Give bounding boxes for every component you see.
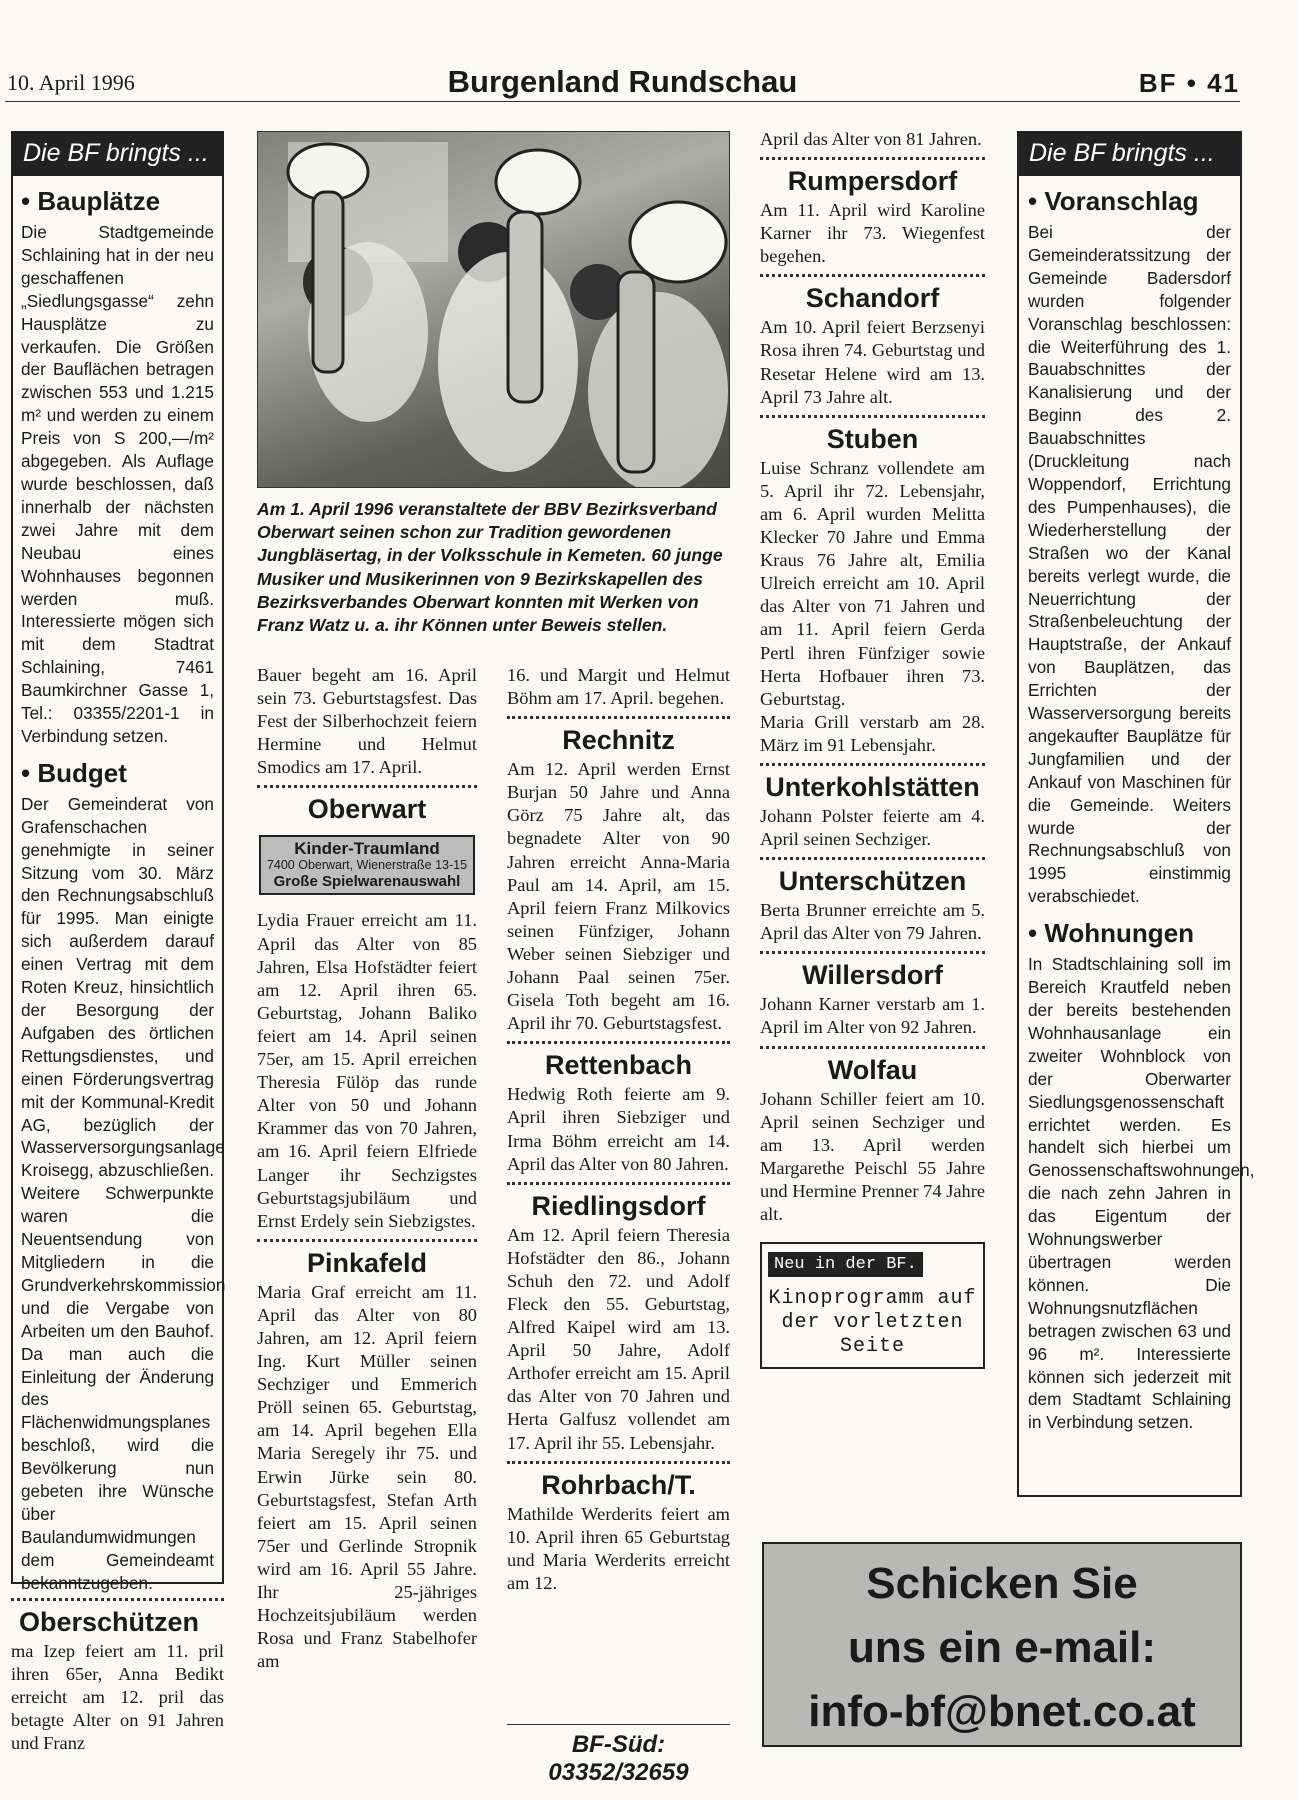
kinder-traumland-ad — [259, 835, 475, 895]
page-number: BF • 41 — [1138, 68, 1240, 98]
column-4 — [760, 128, 985, 1369]
section-heading-rumpersdorf: Rumpersdorf — [787, 166, 958, 197]
section-text: Lydia Frauer erreicht am 11. April das Alter von 85 Jahren, Elsa Hofstädter feiert am 12. April ihren 65. Geburtstag, Johann Baliko feiert am 14. April seinen 75er, am 15. April erreichen Theresia Fülöp das runde Alter von 50 und Johann Krammer das von 70 Jahren, am 16. April feiern Elfriede Langer ihr Sechzigstes Geburtstagsjubiläum und Ernst Erdely sein Siebzigstes. — [257, 910, 477, 1231]
photo-illustration — [258, 132, 730, 488]
section-text: Am 10. April feiert Berzsenyi Rosa ihren 74. Geburtstag und Resetar Helene wird am 13. April 73 Jahre alt. — [760, 317, 985, 407]
section-text: Am 12. April feiern Theresia Hofstädter den 86., Johann Schuh den 72. und Adolf Fleck den 55. Geburtstag, Alfred Kaipel wird am 13. April 50 Jahre, Adolf Arthofer erreicht am 15. April das Alter von 70 Jahren und Herta Galfusz vollendet am 17. April ihr 55. Lebensjahr. — [507, 1224, 730, 1453]
box-title: Die BF bringts ... — [1019, 133, 1240, 176]
section-heading: • Bauplätze — [21, 186, 161, 216]
section-heading: • Voranschlag — [1028, 186, 1199, 216]
section-heading-rettenbach: Rettenbach — [544, 1050, 693, 1081]
section-text: Die Stadtgemeinde Schlaining hat in der neu geschaffenen „Siedlungsgasse“ zehn Hausplätze zu verkaufen. Die Größen der Bauflächen betragen zwischen 553 und 1.215 m² und werden zu einem Preis von S 200,—/m² abgegeben. Als Auflage wurde beschlossen, daß innerhalb der nächsten zwei Jahre mit dem Neubau eines Wohnhauses begonnen werden muß. Interessierte mögen sich mit dem Stadtrat Schlaining, 7461 Baumkirchner Gasse 1, Tel.: 03355/2201-1 in Verbindung setzen. — [21, 222, 214, 746]
photo-caption: Am 1. April 1996 veranstaltete der BBV Bezirksverband Oberwart seinen schon zur Tradition gewordenen Jungbläsertag, in der Volksschule in Kemeten. 60 junge Musiker und Musikerinnen von 9 Bezirkskapellen des Bezirksverbandes Oberwart konnten mit Werken von Franz Watz u. a. ihr Können unter Beweis stellen. — [257, 499, 723, 636]
section-text: Johann Polster feierte am 4. April seinen Sechziger. — [760, 805, 985, 850]
section-text: ma Izep feiert am 11. pril ihren 65er, Anna Bedikt erreicht am 12. pril das betagte Alter on 91 Jahren und Franz — [11, 1641, 224, 1754]
divider — [257, 1239, 477, 1242]
divider — [760, 763, 985, 766]
newspaper-title: Burgenland Rundschau — [447, 64, 798, 99]
divider — [760, 415, 985, 418]
section-heading-oberwart: Oberwart — [307, 794, 427, 825]
divider — [507, 1461, 730, 1464]
section-text: Berta Brunner erreichte am 5. April das Alter von 79 Jahren. — [760, 900, 985, 944]
section-heading-rohrbach: Rohrbach/T. — [541, 1469, 696, 1500]
email-ad-line2: uns ein e-mail: — [847, 1623, 1157, 1672]
divider — [507, 716, 730, 719]
section-heading-unterkohlstaetten: Unterkohlstätten — [765, 771, 980, 802]
section-text: Maria Graf erreicht am 11. April das Alter von 80 Jahren, am 12. April feiern Ing. Kurt Müller seinen Sechziger und Emmerich Pröll seinen 65. Geburtstag, am 14. April begehen Ella Maria Seregely ihr 75. und Erwin Jürke sein 80. Geburtstagsfest, Stefan Arth feiert am 15. April seinen 75er und Gerlinde Stropnik wird am 16. April 55 Jahre. Ihr 25-jähriges Hochzeitsjubiläum werden Rosa und Franz Stabelhofer am — [257, 1281, 477, 1672]
divider — [507, 1182, 730, 1185]
section-text: Mathilde Werderits feiert am 10. April ihren 65 Geburtstag und Maria Werderits erreicht am 12. — [507, 1503, 730, 1593]
divider — [257, 785, 477, 788]
section-heading-wolfau: Wolfau — [827, 1054, 918, 1085]
continued-text: April das Alter von 81 Jahren. — [760, 129, 982, 149]
section-text: Luise Schranz vollendete am 5. April ihr 72. Lebensjahr, am 6. April wurden Melitta Klecker 70 Jahre und Emma Kraus 76 Jahre alt, Emilia Ulreich erreicht am 10. April das Alter von 71 Jahren und am 11. April feiern Gerda Pertl ihren Fünfziger sowie Herta Hofbauer ihren 73. Geburtstag. — [760, 457, 985, 709]
section-text: Johann Schiller feiert am 10. April seinen Sechziger und am 13. April werden Margarethe Peischl 55 Jahre und Hermine Prenner 74 Jahre alt. — [760, 1088, 985, 1224]
kino-notice-box — [760, 1242, 985, 1369]
divider — [760, 274, 985, 277]
photo-young-brass-players — [257, 131, 730, 488]
section-heading: Oberschützen — [19, 1607, 200, 1637]
continued-text: Bauer begeht am 16. April sein 73. Geburtstagsfest. Das Fest der Silberhochzeit feiern Hermine und Helmut Smodics am 17. April. — [257, 665, 477, 778]
oberschuetzen-section — [11, 1592, 224, 1755]
divider — [760, 157, 985, 160]
right-info-box — [1017, 131, 1255, 1497]
section-text: Maria Grill verstarb am 28. März im 91 Lebensjahr. — [760, 711, 985, 755]
ad-address: 7400 Oberwart, Wienerstraße 13-15 — [266, 858, 468, 873]
section-text: Am 12. April werden Ernst Burjan 50 Jahre und Anna Görz 75 Jahre alt, das begnadete Alter von 90 Jahren erreicht Anna-Maria Paul am 14. April, am 15. April feiern Franz Milkovics seinen Fünfziger, Johann Weber seinen Siebziger und Johann Paal seinen 75er. Gisela Toth begeht am 16. April ihr 70. Geburtstagsfest. — [507, 759, 730, 1034]
kino-notice-text: Kinoprogramm auf der vorletzten Seite — [768, 1287, 977, 1359]
column-3 — [507, 664, 730, 1595]
section-heading-unterschuetzen: Unterschützen — [778, 866, 967, 897]
section-heading-riedlingsdorf: Riedlingsdorf — [531, 1190, 706, 1221]
section-text: Am 11. April wird Karoline Karner ihr 73. Wiegenfest begehen. — [760, 200, 985, 267]
section-heading-stuben: Stuben — [826, 423, 919, 454]
box-title: Die BF bringts ... — [13, 133, 222, 176]
ad-name: Kinder-Traumland — [294, 839, 440, 859]
section-text: Der Gemeinderat von Grafenschachen genehmigte in seiner Sitzung vom 30. März den Rechnungsabschluß für 1995. Man einigte sich außerdem darauf einen Vertrag mit dem Roten Kreuz, hinsichtlich der Besorgung der Aufgaben des örtlichen Rettungsdienstes, und einen Förderungsvertrag mit der Kommunal-Kredit AG, bezüglich der Wasserversorgungsanlage Kroisegg, abzuschließen. Weitere Schwerpunkte waren die Neuentsendung von Mitgliedern in die Grundverkehrskommission und die Vergabe von Arbeiten um den Bauhof. Da man auch die Einleitung der Änderung des Flächenwidmungsplanes beschloß, wird die Bevölkerung nun gebeten ihre Wünsche über Baulandumwidmungen dem Gemeindeamt bekanntzugeben. — [21, 793, 226, 1593]
section-text: Johann Karner verstarb am 1. April im Alter von 92 Jahren. — [760, 994, 985, 1038]
ad-slogan: Große Spielwarenauswahl — [273, 873, 461, 891]
divider — [760, 1046, 985, 1049]
email-ad-line1: Schicken Sie — [866, 1559, 1138, 1608]
section-heading: • Wohnungen — [1028, 918, 1195, 949]
divider — [760, 951, 985, 954]
section-heading-pinkafeld: Pinkafeld — [306, 1247, 428, 1278]
section-heading-willersdorf: Willersdorf — [802, 960, 943, 991]
section-text: In Stadtschlaining soll im Bereich Krautfeld neben der bereits bestehenden Wohnhausanlage ein zweiter Wohnblock von der Oberwarter Siedlungsgenossenschaft errichtet werden. Es handelt sich hierbei um Genossenschaftswohnungen, die nach zehn Jahren in das Eigentum der Wohnungswerber übertragen werden können. Die Wohnungsnutzflächen betragen zwischen 63 und 96 m². Interessierte können sich jederzeit mit dem Stadtamt Schlaining in Verbindung setzen. — [1028, 954, 1255, 1433]
section-heading: • Budget — [21, 757, 127, 788]
divider — [11, 1598, 224, 1601]
page-header — [5, 62, 1240, 102]
email-ad — [762, 1542, 1242, 1747]
left-info-box — [11, 131, 226, 1593]
section-heading-rechnitz: Rechnitz — [562, 725, 675, 756]
continued-text: 16. und Margit und Helmut Böhm am 17. April. begehen. — [507, 665, 730, 709]
divider — [760, 857, 985, 860]
column-2 — [257, 664, 477, 1673]
email-address[interactable]: info-bf@bnet.co.at — [808, 1687, 1196, 1736]
kino-notice-label: Neu in der BF. — [768, 1252, 923, 1277]
section-text: Hedwig Roth feierte am 9. April ihren Siebziger und Irma Böhm erreicht am 14. April das Alter von 80 Jahren. — [507, 1084, 730, 1174]
section-heading-schandorf: Schandorf — [805, 283, 940, 314]
section-text: Bei der Gemeinderatssitzung der Gemeinde Badersdorf wurden folgender Voranschlag beschlossen: die Weiterführung des 1. Bauabschnittes der Kanalisierung und der Beginn des 2. Bauabschnittes (Druckleitung nach Woppendorf, Errichtung des Pumpenhauses), die Wiederherstellung der Straßen wo der Kanal bereits verlegt wurde, die Neuerrichtung der Straßenbeleuchtung der Hauptstraße, der Ankauf von Bauplätzen, das Errichten der Wasserversorgung bereits angekaufter Bauplätze für Jungfamilien und der Ankauf von Maschinen für die Gemeinde. Weiters wurde der Rechnungsabschluß von 1995 einstimmig verabschiedet. — [1028, 222, 1231, 907]
divider — [507, 1041, 730, 1044]
bf-sued-phone: BF-Süd: 03352/32659 — [507, 1724, 730, 1787]
issue-date: 10. April 1996 — [7, 70, 135, 95]
